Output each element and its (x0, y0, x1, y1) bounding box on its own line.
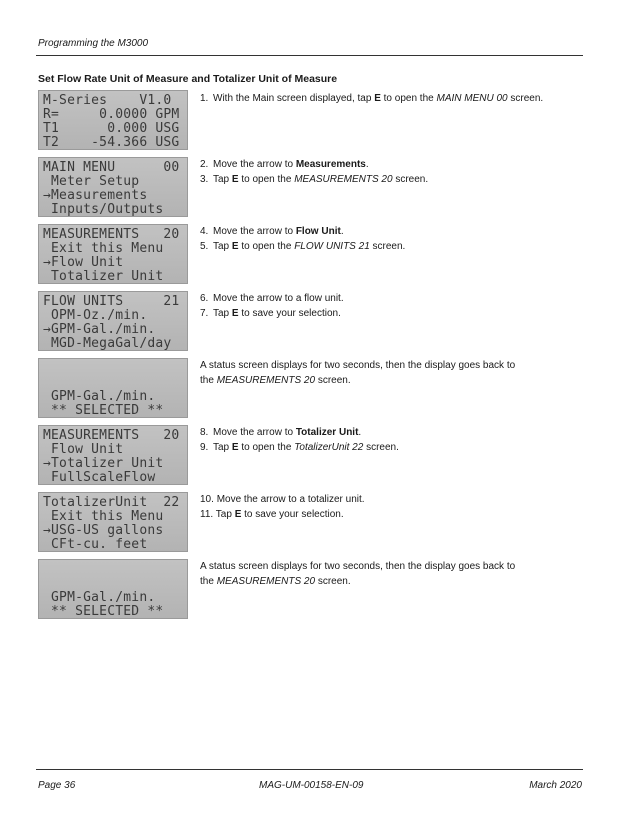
key-label: E (374, 93, 381, 104)
step-number: 7. (200, 308, 209, 319)
step-item (200, 425, 590, 440)
step-number: 1. (200, 93, 209, 104)
step-text: to save your selection. (238, 308, 341, 319)
instruction-block-3 (200, 224, 590, 254)
lcd-line: →Measurements (43, 188, 148, 203)
lcd-line: Exit this Menu (43, 509, 164, 524)
note-text: A status screen displays for two seconds, then the display goes back to the (200, 360, 516, 386)
lcd-line: →Totalizer Unit (43, 456, 164, 471)
lcd-line (43, 563, 183, 577)
step-text: to save your selection. (241, 509, 344, 520)
instruction-block-6 (200, 492, 590, 522)
lcd-measurements-menu-2 (38, 425, 188, 485)
step-text: Move the arrow to a flow unit. (213, 293, 344, 304)
step-number: 4. (200, 226, 209, 237)
step-number: 5. (200, 241, 209, 252)
step-item (200, 291, 590, 306)
lcd-line (43, 577, 183, 591)
note-text: screen. (315, 576, 351, 587)
lcd-line: MAIN MENU 00 (43, 160, 180, 175)
step-number: 2. (200, 159, 209, 170)
lcd-line: MEASUREMENTS 20 (43, 227, 180, 242)
section-title: Set Flow Rate Unit of Measure and Totalizer Unit of Measure (38, 73, 338, 85)
lcd-line: →Flow Unit (43, 255, 124, 270)
step-text: screen. (507, 93, 544, 104)
lcd-line: →USG-US gallons (43, 523, 164, 538)
step-text: to open the (238, 442, 295, 453)
lcd-line: MEASUREMENTS 20 (43, 428, 180, 443)
step-text: Tap (213, 241, 232, 252)
screen-name: FLOW UNITS 21 (294, 241, 370, 252)
step-text: screen. (363, 442, 399, 453)
document-id: MAG-UM-00158-EN-09 (259, 780, 364, 791)
step-item (200, 492, 590, 507)
step-item (200, 172, 590, 187)
step-number: 6. (200, 293, 209, 304)
step-number: 8. (200, 427, 209, 438)
status-note-1 (200, 358, 530, 388)
step-item (200, 157, 590, 172)
note-text: A status screen displays for two seconds, then the display goes back to the (200, 561, 516, 587)
footer-rule (36, 769, 583, 770)
status-note-text (200, 358, 530, 388)
lcd-line: CFt-cu. feet (43, 537, 148, 552)
menu-target: Measurements (295, 159, 366, 170)
step-text: screen. (369, 241, 406, 252)
lcd-line: FullScaleFlow (43, 470, 156, 485)
lcd-line: Totalizer Unit (43, 269, 164, 284)
screen-name: MEASUREMENTS 20 (216, 576, 316, 587)
step-text: With the Main screen displayed, tap (213, 93, 375, 104)
step-text: Move the arrow to (213, 427, 296, 438)
step-text: Move the arrow to a totalizer unit. (216, 494, 365, 505)
lcd-status-selected (38, 358, 188, 418)
step-text: Move the arrow to (213, 159, 296, 170)
lcd-line (43, 376, 183, 390)
lcd-line: M-Series V1.0 (43, 93, 172, 108)
lcd-line: TotalizerUnit 22 (43, 495, 180, 510)
key-label: E (234, 509, 242, 520)
key-label: E (231, 442, 239, 453)
screen-name: TotalizerUnit 22 (294, 442, 364, 453)
lcd-measurements-menu (38, 224, 188, 284)
menu-target: Totalizer Unit (295, 427, 359, 438)
lcd-status-selected-2 (38, 559, 188, 619)
instruction-block-1 (200, 91, 590, 106)
step-text: Tap (213, 308, 232, 319)
lcd-main-screen (38, 90, 188, 150)
step-item (200, 440, 590, 455)
step-text: to open the (238, 174, 295, 185)
status-note-text (200, 559, 530, 589)
publication-date: March 2020 (529, 780, 582, 791)
lcd-line: →GPM-Gal./min. (43, 322, 156, 337)
step-number: 9. (200, 442, 209, 453)
step-item (200, 507, 590, 522)
lcd-line: T2 -54.366 USG (43, 135, 180, 150)
screen-name: MAIN MENU 00 (436, 93, 508, 104)
lcd-line: FLOW UNITS 21 (43, 294, 180, 309)
key-label: E (231, 174, 239, 185)
header-rule (36, 55, 583, 56)
lcd-line: GPM-Gal./min. (43, 389, 156, 404)
step-number: 10. (200, 494, 214, 505)
lcd-line: ** SELECTED ** (43, 604, 164, 619)
lcd-line: Flow Unit (43, 442, 124, 457)
step-text: to open the (238, 241, 295, 252)
step-item (200, 239, 590, 254)
step-text: Move the arrow to (213, 226, 296, 237)
screen-name: MEASUREMENTS 20 (294, 174, 393, 185)
lcd-flow-units (38, 291, 188, 351)
lcd-main-menu (38, 157, 188, 217)
step-text: to open the (380, 93, 437, 104)
lcd-line: T1 0.000 USG (43, 121, 180, 136)
step-text: . (340, 226, 344, 237)
instruction-block-5 (200, 425, 590, 455)
instruction-block-4 (200, 291, 590, 321)
step-text: Tap (215, 509, 235, 520)
step-text: . (365, 159, 369, 170)
step-text: Tap (213, 174, 232, 185)
note-text: screen. (315, 375, 351, 386)
instruction-block-2 (200, 157, 590, 187)
step-text: . (358, 427, 362, 438)
step-number: 3. (200, 174, 209, 185)
lcd-line: Inputs/Outputs (43, 202, 164, 217)
lcd-line: Exit this Menu (43, 241, 164, 256)
step-item (200, 306, 590, 321)
key-label: E (231, 241, 239, 252)
key-label: E (231, 308, 239, 319)
lcd-line: OPM-Oz./min. (43, 308, 148, 323)
lcd-line: Meter Setup (43, 174, 140, 189)
page-number: Page 36 (38, 780, 76, 791)
lcd-line: R= 0.0000 GPM (43, 107, 180, 122)
step-number: 11. (200, 509, 214, 520)
step-item (200, 224, 590, 239)
step-text: Tap (213, 442, 232, 453)
lcd-line: GPM-Gal./min. (43, 590, 156, 605)
lcd-line (43, 362, 183, 376)
running-header: Programming the M3000 (38, 38, 149, 49)
lcd-line: MGD-MegaGal/day (43, 336, 172, 351)
status-note-2 (200, 559, 530, 589)
step-text: screen. (392, 174, 429, 185)
menu-target: Flow Unit (295, 226, 341, 237)
lcd-line: ** SELECTED ** (43, 403, 164, 418)
step-item (200, 91, 590, 106)
screen-name: MEASUREMENTS 20 (216, 375, 316, 386)
lcd-totalizer-unit (38, 492, 188, 552)
